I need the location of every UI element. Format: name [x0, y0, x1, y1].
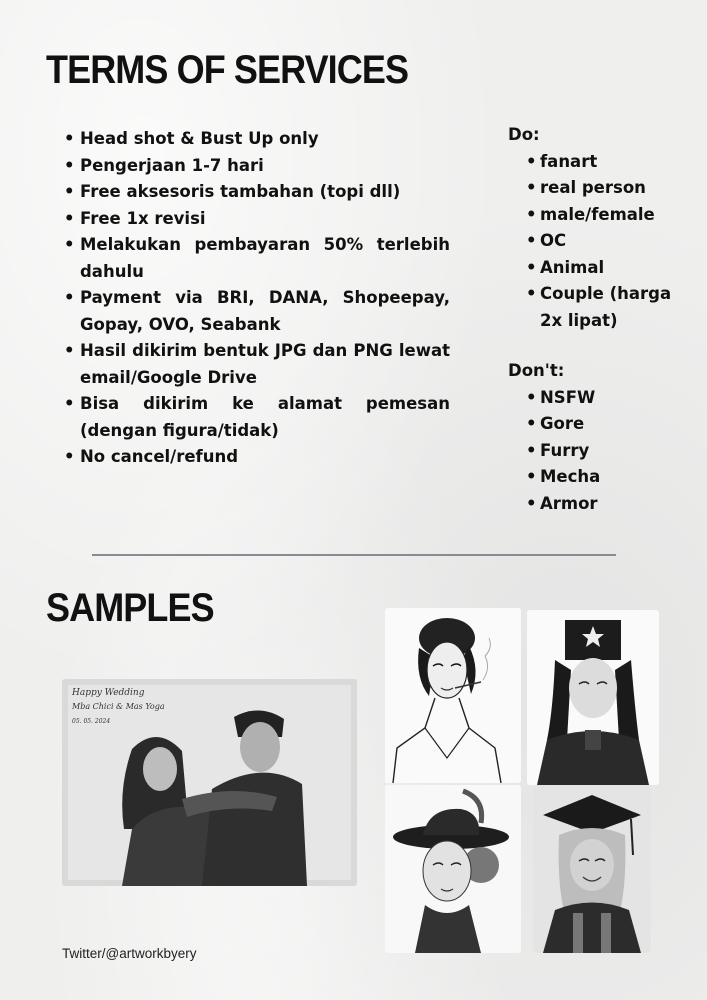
terms-title: TERMS OF SERVICES: [46, 48, 409, 92]
section-divider: [92, 554, 616, 556]
do-item: • Couple (harga 2x lipat): [526, 281, 678, 334]
dont-item: • Armor: [526, 491, 678, 518]
terms-list: [64, 126, 450, 471]
sample-smoking-woman-image: [385, 608, 521, 783]
terms-item: • Bisa dikirim ke alamat pemesan (dengan figura/tidak): [64, 391, 450, 444]
dont-list: [526, 385, 678, 518]
sample-graduate-portrait-image: [533, 785, 651, 953]
sample-officer-portrait-image: [527, 610, 659, 785]
do-section: [508, 122, 678, 334]
do-list: [526, 149, 678, 335]
dont-label: Don't:: [508, 361, 565, 380]
samples-title: SAMPLES: [46, 586, 214, 630]
terms-item: • Melakukan pembayaran 50% terlebih dahulu: [64, 232, 450, 285]
terms-item: • Pengerjaan 1-7 hari: [64, 153, 450, 180]
dont-item: • Furry: [526, 438, 678, 465]
terms-item: • Free 1x revisi: [64, 206, 450, 233]
dont-item: • Mecha: [526, 464, 678, 491]
sample-wedding-couple-image: [62, 679, 357, 886]
terms-item: • No cancel/refund: [64, 444, 450, 471]
do-item: • OC: [526, 228, 678, 255]
dont-item: • NSFW: [526, 385, 678, 412]
do-item: • fanart: [526, 149, 678, 176]
do-item: • Animal: [526, 255, 678, 282]
wedding-caption-line: Happy Wedding: [72, 688, 145, 698]
sample-hat-woman-image: [385, 785, 521, 953]
wedding-caption-line: 05. 05. 2024: [72, 718, 111, 725]
do-label: Do:: [508, 125, 540, 144]
terms-item: • Head shot & Bust Up only: [64, 126, 450, 153]
wedding-caption-line: Mba Chici & Mas Yoga: [72, 702, 165, 711]
terms-item: • Payment via BRI, DANA, Shopeepay, Gopay, OVO, Seabank: [64, 285, 450, 338]
dont-section: [508, 358, 678, 517]
do-item: • male/female: [526, 202, 678, 229]
dont-item: • Gore: [526, 411, 678, 438]
do-item: • real person: [526, 175, 678, 202]
terms-item: • Free aksesoris tambahan (topi dll): [64, 179, 450, 206]
twitter-handle: Twitter/@artworkbyery: [62, 946, 197, 961]
terms-item: • Hasil dikirim bentuk JPG dan PNG lewat email/Google Drive: [64, 338, 450, 391]
